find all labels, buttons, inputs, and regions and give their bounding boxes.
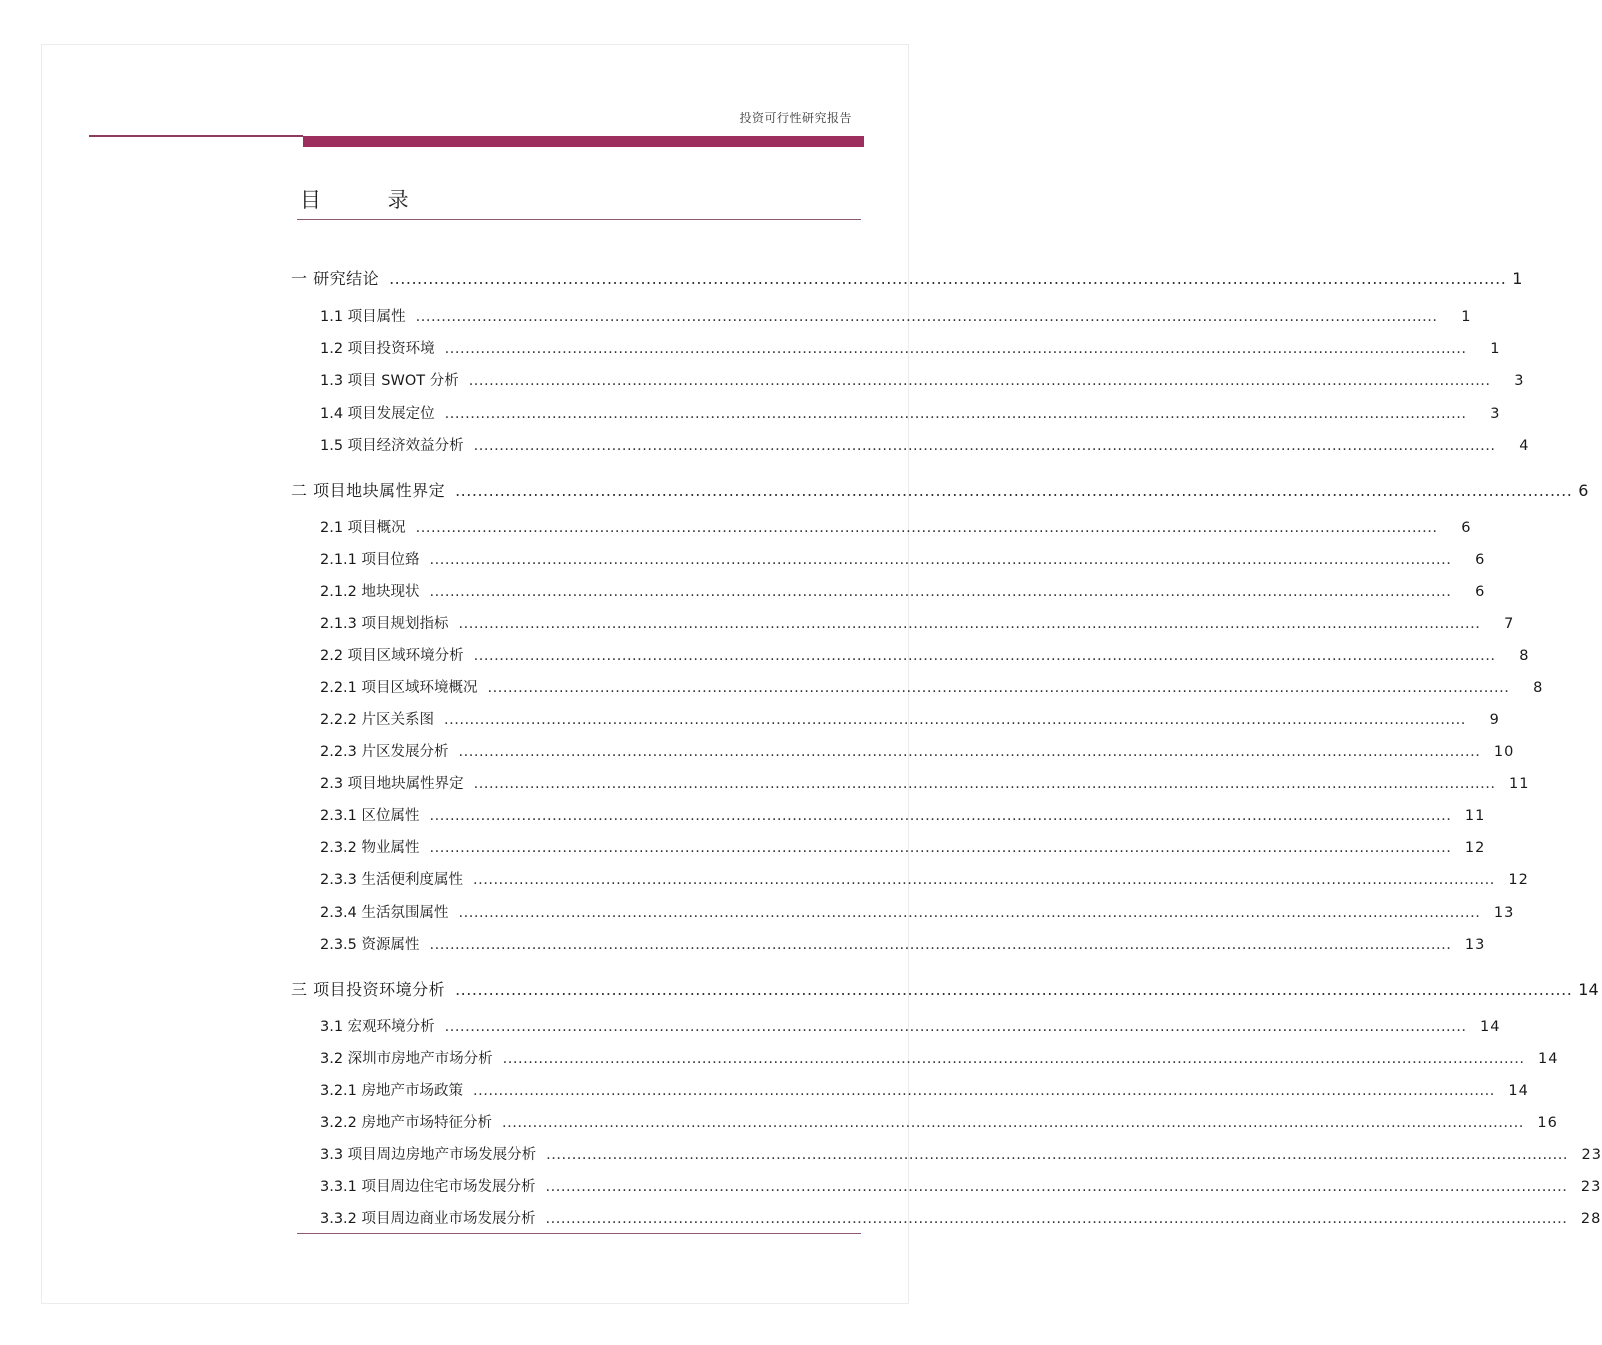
toc-page-number: 9	[1489, 712, 1500, 728]
toc-leader-dots: ........................................................................................................................................................................................................	[444, 341, 1467, 357]
toc-leader-dots: ........................................................................................................................................................................................................	[458, 905, 1481, 921]
toc-section-entry[interactable]	[320, 580, 1486, 601]
toc-entry-label: 2.3.5 资源属性	[320, 937, 420, 953]
toc-leader-dots: ........................................................................................................................................................................................................	[473, 872, 1495, 888]
toc-page-number: 4	[1519, 438, 1530, 454]
toc-section-entry[interactable]	[320, 516, 1472, 537]
toc-entry-label: 1.4 项目发展定位	[320, 406, 435, 422]
toc-section-entry[interactable]	[320, 1207, 1602, 1228]
toc-entry-label: 3.3.2 项目周边商业市场发展分析	[320, 1211, 536, 1227]
toc-entry-label: 三 项目投资环境分析	[291, 980, 446, 999]
toc-section-entry[interactable]	[320, 868, 1529, 889]
toc-entry-label: 3.2.2 房地产市场特征分析	[320, 1115, 493, 1131]
toc-page-number: 14	[1578, 980, 1599, 999]
toc-section-entry[interactable]	[320, 402, 1501, 423]
toc-section-entry[interactable]	[320, 548, 1486, 569]
toc-section-entry[interactable]	[320, 933, 1486, 954]
toc-page-number: 8	[1533, 680, 1544, 696]
toc-leader-dots: ........................................................................................................................................................................................................	[473, 1083, 1495, 1099]
toc-leader-dots: ........................................................................................................................................................................................................	[429, 937, 1452, 953]
toc-entry-label: 一 研究结论	[291, 269, 380, 288]
toc-section-entry[interactable]	[320, 1143, 1602, 1164]
toc-entry-label: 3.3 项目周边房地产市场发展分析	[320, 1147, 537, 1163]
toc-section-entry[interactable]	[320, 804, 1486, 825]
toc-entry-label: 2.3.4 生活氛围属性	[320, 905, 449, 921]
toc-leader-dots: ........................................................................................................................................................................................................	[429, 552, 1452, 568]
toc-leader-dots: ........................................................................................................................................................................................................	[429, 808, 1452, 824]
toc-leader-dots: ........................................................................................................................................................................................................	[473, 438, 1496, 454]
toc-entry-label: 1.2 项目投资环境	[320, 341, 435, 357]
toc-title: 目 录	[300, 188, 439, 212]
toc-section-entry[interactable]	[320, 772, 1530, 793]
toc-entry-label: 1.5 项目经济效益分析	[320, 438, 464, 454]
toc-entry-label: 3.2 深圳市房地产市场分析	[320, 1051, 493, 1067]
toc-page-number: 7	[1504, 616, 1515, 632]
toc-section-entry[interactable]	[320, 337, 1501, 358]
toc-title-rule	[297, 219, 861, 220]
toc-page-number: 13	[1464, 937, 1486, 953]
header-rule-thick	[303, 136, 864, 147]
toc-leader-dots: ........................................................................................................................................................................................................	[444, 1019, 1467, 1035]
toc-chapter-entry[interactable]	[291, 266, 1523, 289]
toc-leader-dots: ........................................................................................................................................................................................................	[473, 776, 1496, 792]
toc-page-number: 11	[1509, 776, 1530, 792]
toc-leader-dots: ........................................................................................................................................................................................................	[545, 1179, 1568, 1195]
toc-leader-dots: ........................................................................................................................................................................................................	[429, 584, 1452, 600]
toc-chapter-entry[interactable]	[291, 977, 1599, 1000]
toc-leader-dots: ........................................................................................................................................................................................................	[502, 1115, 1524, 1131]
toc-page-number: 1	[1490, 341, 1501, 357]
toc-page-number: 14	[1538, 1051, 1559, 1067]
toc-page-number: 11	[1464, 808, 1486, 824]
toc-section-entry[interactable]	[320, 1111, 1558, 1132]
toc-entry-label: 2.2.1 项目区域环境概况	[320, 680, 478, 696]
toc-leader-dots: ........................................................................................................................................................................................................	[455, 980, 1573, 999]
toc-page-number: 8	[1519, 648, 1530, 664]
toc-entry-label: 2.3.1 区位属性	[320, 808, 420, 824]
toc-section-entry[interactable]	[320, 708, 1500, 729]
toc-section-entry[interactable]	[320, 1175, 1602, 1196]
toc-page-number: 16	[1537, 1115, 1558, 1131]
toc-leader-dots: ........................................................................................................................................................................................................	[487, 680, 1510, 696]
toc-entry-label: 2.2.2 片区关系图	[320, 712, 435, 728]
toc-entry-label: 2.1 项目概况	[320, 520, 406, 536]
toc-entry-label: 3.1 宏观环境分析	[320, 1019, 435, 1035]
toc-leader-dots: ........................................................................................................................................................................................................	[455, 481, 1573, 500]
toc-section-entry[interactable]	[320, 434, 1530, 455]
toc-page-number: 6	[1475, 552, 1486, 568]
toc-entry-label: 3.3.1 项目周边住宅市场发展分析	[320, 1179, 536, 1195]
toc-entry-label: 2.3 项目地块属性界定	[320, 776, 464, 792]
toc-entry-label: 2.3.2 物业属性	[320, 840, 420, 856]
toc-page-number: 1	[1461, 309, 1472, 325]
toc-leader-dots: ........................................................................................................................................................................................................	[473, 648, 1496, 664]
toc-entry-label: 二 项目地块属性界定	[291, 481, 446, 500]
toc-section-entry[interactable]	[320, 836, 1486, 857]
toc-leader-dots: ........................................................................................................................................................................................................	[415, 309, 1438, 325]
toc-bottom-rule	[297, 1233, 861, 1234]
toc-page-number: 23	[1581, 1147, 1602, 1163]
toc-leader-dots: ........................................................................................................................................................................................................	[458, 744, 1481, 760]
toc-section-entry[interactable]	[320, 676, 1544, 697]
toc-entry-label: 2.1.1 项目位臵	[320, 552, 420, 568]
toc-leader-dots: ........................................................................................................................................................................................................	[546, 1147, 1568, 1163]
toc-entry-label: 2.3.3 生活便利度属性	[320, 872, 464, 888]
header-rule-thin	[89, 135, 303, 137]
toc-section-entry[interactable]	[320, 1015, 1501, 1036]
toc-section-entry[interactable]	[320, 305, 1472, 326]
toc-entry-label: 2.1.2 地块现状	[320, 584, 420, 600]
toc-leader-dots: ........................................................................................................................................................................................................	[444, 712, 1466, 728]
toc-chapter-entry[interactable]	[291, 478, 1589, 501]
toc-entry-label: 2.2 项目区域环境分析	[320, 648, 464, 664]
toc-section-entry[interactable]	[320, 612, 1515, 633]
toc-entry-label: 1.3 项目 SWOT 分析	[320, 373, 459, 389]
report-title: 投资可行性研究报告	[739, 111, 852, 125]
toc-page-number: 28	[1580, 1211, 1602, 1227]
toc-leader-dots: ........................................................................................................................................................................................................	[545, 1211, 1568, 1227]
toc-page-number: 1	[1512, 269, 1523, 288]
toc-section-entry[interactable]	[320, 369, 1525, 390]
toc-page-number: 23	[1580, 1179, 1602, 1195]
toc-leader-dots: ........................................................................................................................................................................................................	[468, 373, 1491, 389]
toc-entry-label: 2.1.3 项目规划指标	[320, 616, 449, 632]
toc-section-entry[interactable]	[320, 1079, 1529, 1100]
toc-section-entry[interactable]	[320, 644, 1530, 665]
toc-section-entry[interactable]	[320, 740, 1515, 761]
toc-entry-label: 3.2.1 房地产市场政策	[320, 1083, 464, 1099]
toc-leader-dots: ........................................................................................................................................................................................................	[415, 520, 1438, 536]
toc-page-number: 12	[1464, 840, 1486, 856]
toc-section-entry[interactable]	[320, 1047, 1559, 1068]
toc-page-number: 6	[1461, 520, 1472, 536]
toc-entry-label: 1.1 项目属性	[320, 309, 406, 325]
toc-leader-dots: ........................................................................................................................................................................................................	[502, 1051, 1525, 1067]
toc-page-number: 10	[1493, 744, 1515, 760]
toc-leader-dots: ........................................................................................................................................................................................................	[444, 406, 1467, 422]
toc-page-number: 12	[1508, 872, 1529, 888]
toc-page-number: 14	[1508, 1083, 1529, 1099]
toc-leader-dots: ........................................................................................................................................................................................................	[458, 616, 1481, 632]
toc-page-number: 14	[1480, 1019, 1501, 1035]
toc-leader-dots: ........................................................................................................................................................................................................	[429, 840, 1452, 856]
toc-section-entry[interactable]	[320, 901, 1515, 922]
toc-page-number: 6	[1475, 584, 1486, 600]
toc-leader-dots: ........................................................................................................................................................................................................	[389, 269, 1507, 288]
toc-page-number: 6	[1578, 481, 1589, 500]
toc-page-number: 3	[1514, 373, 1525, 389]
toc-entry-label: 2.2.3 片区发展分析	[320, 744, 449, 760]
toc-page-number: 3	[1490, 406, 1501, 422]
toc-page-number: 13	[1493, 905, 1515, 921]
